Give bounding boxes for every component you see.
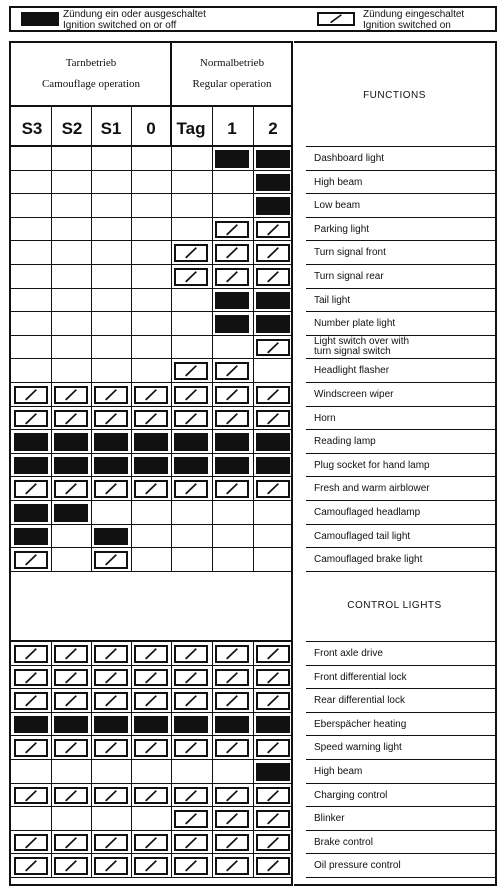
switch-symbol-icon xyxy=(14,669,48,687)
switch-symbol-icon xyxy=(256,857,290,875)
legend-box xyxy=(9,6,497,32)
position-s3: S3 xyxy=(21,119,43,138)
switch-symbol-icon xyxy=(54,645,88,663)
row-divider xyxy=(11,358,293,359)
switch-symbol-icon xyxy=(134,386,168,404)
switch-symbol-icon xyxy=(54,857,88,875)
column-divider xyxy=(171,147,172,572)
filled-symbol-icon xyxy=(256,150,290,168)
switch-symbol-icon xyxy=(14,410,48,428)
switch-symbol-icon xyxy=(94,834,128,852)
row-divider xyxy=(306,688,495,689)
switch-symbol-icon xyxy=(256,834,290,852)
row-divider xyxy=(306,571,495,572)
switch-symbol-icon xyxy=(54,410,88,428)
filled-symbol-icon xyxy=(134,716,168,734)
filled-symbol-icon xyxy=(134,457,168,475)
switch-symbol-icon xyxy=(134,645,168,663)
filled-symbol-icon xyxy=(215,457,249,475)
function-label: High beam xyxy=(314,766,363,777)
column-divider xyxy=(91,642,92,878)
switch-symbol-icon xyxy=(14,551,48,569)
position-tag: Tag xyxy=(176,119,206,138)
position-2: 2 xyxy=(268,119,278,138)
position-1: 1 xyxy=(227,119,237,138)
camouflage-header-en: Camouflage operation xyxy=(41,78,141,90)
filled-symbol-icon xyxy=(54,716,88,734)
switch-symbol-icon xyxy=(256,410,290,428)
row-divider xyxy=(11,830,293,831)
switch-symbol-icon xyxy=(14,480,48,498)
functions-title: FUNCTIONS xyxy=(363,90,426,101)
filled-symbol-icon xyxy=(14,716,48,734)
column-divider xyxy=(253,642,254,878)
column-divider xyxy=(91,105,92,147)
function-label: Camouflaged tail light xyxy=(314,530,411,542)
filled-symbol-icon xyxy=(174,433,208,451)
row-divider xyxy=(306,476,495,477)
switch-symbol-icon xyxy=(54,386,88,404)
filled-symbol-icon xyxy=(94,716,128,734)
position-s2: S2 xyxy=(61,119,83,138)
switch-symbol-icon xyxy=(174,362,208,380)
row-divider xyxy=(11,783,293,784)
switch-symbol-icon xyxy=(256,810,290,828)
switch-symbol-icon xyxy=(174,692,208,710)
filled-symbol-icon xyxy=(256,315,290,333)
row-divider xyxy=(306,853,495,854)
regular-header-en: Regular operation xyxy=(192,78,272,90)
filled-symbol-icon xyxy=(54,433,88,451)
switch-symbol-icon xyxy=(14,787,48,805)
filled-symbol-icon xyxy=(215,150,249,168)
column-divider xyxy=(51,642,52,878)
row-divider xyxy=(306,830,495,831)
filled-symbol-icon xyxy=(174,457,208,475)
switch-symbol-icon xyxy=(54,480,88,498)
filled-symbol-icon xyxy=(215,716,249,734)
legend-filled-text xyxy=(63,9,206,31)
switch-symbol-icon xyxy=(54,692,88,710)
switch-symbol-icon xyxy=(256,386,290,404)
filled-symbol-icon xyxy=(215,315,249,333)
switch-symbol-icon xyxy=(215,362,249,380)
row-divider xyxy=(306,193,495,194)
row-divider xyxy=(11,311,293,312)
switch-symbol-icon xyxy=(215,268,249,286)
regular-header-de: Normalbetrieb xyxy=(199,57,265,69)
row-divider xyxy=(11,335,293,336)
function-label: Turn signal rear xyxy=(314,271,384,282)
row-divider xyxy=(11,240,293,241)
switch-symbol-icon xyxy=(94,669,128,687)
switch-symbol-icon xyxy=(14,739,48,757)
row-divider xyxy=(11,170,293,171)
function-label: Parking light xyxy=(314,223,370,235)
column-divider xyxy=(212,642,213,878)
switch-symbol-icon xyxy=(215,669,249,687)
switch-symbol-icon xyxy=(256,739,290,757)
row-divider xyxy=(306,429,495,430)
filled-symbol-icon xyxy=(174,716,208,734)
row-divider xyxy=(306,806,495,807)
switch-symbol-icon xyxy=(94,410,128,428)
row-divider xyxy=(11,193,293,194)
function-label: Headlight flasher xyxy=(314,365,390,377)
filled-symbol-icon xyxy=(54,457,88,475)
switch-symbol-icon xyxy=(174,268,208,286)
row-divider xyxy=(306,240,495,241)
control-lights-title: CONTROL LIGHTS xyxy=(347,600,442,611)
switch-symbol-icon xyxy=(215,386,249,404)
function-label: Camouflaged headlamp xyxy=(314,507,421,518)
filled-symbol-icon xyxy=(14,457,48,475)
switch-symbol-icon xyxy=(54,739,88,757)
switch-symbol-icon xyxy=(215,221,249,239)
row-divider xyxy=(11,547,293,548)
column-divider xyxy=(51,147,52,572)
section-divider xyxy=(11,640,293,642)
switch-symbol-icon xyxy=(256,645,290,663)
switch-symbol-icon xyxy=(174,810,208,828)
function-label: Eberspächer heating xyxy=(314,718,407,730)
switch-symbol-icon xyxy=(215,480,249,498)
functions-column xyxy=(294,41,497,886)
filled-symbol-icon xyxy=(94,528,128,546)
switch-symbol-icon xyxy=(174,857,208,875)
column-divider xyxy=(51,105,52,147)
column-divider xyxy=(91,147,92,572)
function-label: Blinker xyxy=(314,813,345,825)
row-divider xyxy=(11,429,293,430)
switch-symbol-icon xyxy=(174,645,208,663)
switch-symbol-icon xyxy=(14,692,48,710)
switch-symbol-icon xyxy=(94,692,128,710)
row-divider xyxy=(11,688,293,689)
switch-symbol-icon xyxy=(94,480,128,498)
function-label: Light switch over with turn signal switch xyxy=(314,335,410,357)
header-divider xyxy=(11,105,293,107)
row-divider xyxy=(11,712,293,713)
row-divider xyxy=(306,735,495,736)
row-divider xyxy=(11,476,293,477)
row-divider xyxy=(306,759,495,760)
function-label: Front differential lock xyxy=(314,671,407,683)
row-divider xyxy=(306,877,495,878)
row-divider xyxy=(11,665,293,666)
switch-symbol-icon xyxy=(317,12,355,26)
function-label: Fresh and warm airblower xyxy=(314,483,430,495)
row-divider xyxy=(306,311,495,312)
switch-symbol-icon xyxy=(14,834,48,852)
row-divider xyxy=(306,288,495,289)
filled-symbol-icon xyxy=(14,528,48,546)
switch-symbol-icon xyxy=(256,268,290,286)
function-label: Plug socket for hand lamp xyxy=(314,459,430,471)
switch-symbol-icon xyxy=(215,834,249,852)
filled-symbol-icon xyxy=(215,433,249,451)
switch-symbol-icon xyxy=(256,669,290,687)
row-divider xyxy=(11,524,293,525)
switch-position-grid xyxy=(9,41,293,886)
row-divider xyxy=(306,358,495,359)
row-divider xyxy=(11,453,293,454)
filled-symbol-icon xyxy=(94,457,128,475)
switch-symbol-icon xyxy=(215,692,249,710)
row-divider xyxy=(11,500,293,501)
switch-symbol-icon xyxy=(256,244,290,262)
row-divider xyxy=(306,665,495,666)
switch-symbol-icon xyxy=(215,244,249,262)
function-label: Camouflaged brake light xyxy=(314,554,423,566)
column-divider xyxy=(171,105,172,147)
switch-symbol-icon xyxy=(134,410,168,428)
filled-symbol-icon xyxy=(21,12,59,26)
function-label: Speed warning light xyxy=(314,742,402,754)
switch-symbol-icon xyxy=(54,669,88,687)
legend-switch-en: Ignition switched on xyxy=(363,20,451,31)
column-divider xyxy=(253,105,254,147)
row-divider xyxy=(306,170,495,171)
switch-symbol-icon xyxy=(215,645,249,663)
filled-symbol-icon xyxy=(256,763,290,781)
row-divider xyxy=(11,735,293,736)
switch-symbol-icon xyxy=(174,834,208,852)
filled-symbol-icon xyxy=(94,433,128,451)
column-divider xyxy=(131,642,132,878)
switch-symbol-icon xyxy=(174,244,208,262)
function-label: Dashboard light xyxy=(314,153,385,164)
row-divider xyxy=(11,217,293,218)
row-divider xyxy=(306,217,495,218)
filled-symbol-icon xyxy=(256,716,290,734)
switch-symbol-icon xyxy=(54,787,88,805)
function-label: Horn xyxy=(314,412,336,424)
switch-symbol-icon xyxy=(134,669,168,687)
filled-symbol-icon xyxy=(256,174,290,192)
switch-symbol-icon xyxy=(174,480,208,498)
switch-symbol-icon xyxy=(256,787,290,805)
row-divider xyxy=(306,641,495,642)
switch-symbol-icon xyxy=(94,551,128,569)
filled-symbol-icon xyxy=(134,433,168,451)
switch-symbol-icon xyxy=(215,410,249,428)
position-s1: S1 xyxy=(100,119,122,138)
filled-symbol-icon xyxy=(14,504,48,522)
switch-symbol-icon xyxy=(256,692,290,710)
function-label: Reading lamp xyxy=(314,436,376,448)
switch-symbol-icon xyxy=(54,834,88,852)
legend-filled-de: Zündung ein oder ausgeschaltet xyxy=(63,9,206,20)
function-label: Turn signal front xyxy=(314,247,386,259)
switch-symbol-icon xyxy=(134,857,168,875)
row-divider xyxy=(306,524,495,525)
switch-symbol-icon xyxy=(256,339,290,357)
camouflage-header-de: Tarnbetrieb xyxy=(65,57,117,69)
switch-symbol-icon xyxy=(134,739,168,757)
legend-filled-en: Ignition switched on or off xyxy=(63,20,177,31)
header-divider xyxy=(11,145,293,147)
switch-symbol-icon xyxy=(215,810,249,828)
function-label: Tail light xyxy=(314,294,351,306)
function-label: Charging control xyxy=(314,789,388,801)
switch-symbol-icon xyxy=(215,739,249,757)
row-divider xyxy=(306,547,495,548)
switch-symbol-icon xyxy=(215,787,249,805)
function-label: Front axle drive xyxy=(314,648,383,659)
function-label: Rear differential lock xyxy=(314,695,405,707)
function-label: Number plate light xyxy=(314,318,396,330)
switch-symbol-icon xyxy=(134,692,168,710)
switch-symbol-icon xyxy=(134,834,168,852)
row-divider xyxy=(11,406,293,407)
position-0: 0 xyxy=(146,119,156,138)
function-label: Brake control xyxy=(314,836,373,848)
row-divider xyxy=(11,571,293,572)
switch-symbol-icon xyxy=(14,386,48,404)
switch-symbol-icon xyxy=(14,857,48,875)
row-divider xyxy=(11,759,293,760)
filled-symbol-icon xyxy=(256,197,290,215)
row-divider xyxy=(11,382,293,383)
switch-symbol-icon xyxy=(256,221,290,239)
switch-symbol-icon xyxy=(94,857,128,875)
function-label: Windscreen wiper xyxy=(314,389,394,400)
switch-symbol-icon xyxy=(215,857,249,875)
switch-symbol-icon xyxy=(14,645,48,663)
switch-symbol-icon xyxy=(94,787,128,805)
switch-symbol-icon xyxy=(174,787,208,805)
switch-symbol-icon xyxy=(174,386,208,404)
switch-symbol-icon xyxy=(134,480,168,498)
row-divider xyxy=(11,264,293,265)
column-divider xyxy=(171,642,172,878)
row-divider xyxy=(306,406,495,407)
function-label: High beam xyxy=(314,176,363,188)
column-divider xyxy=(212,105,213,147)
legend-switch-text xyxy=(363,9,464,31)
switch-symbol-icon xyxy=(174,669,208,687)
filled-symbol-icon xyxy=(215,292,249,310)
legend-switch-de: Zündung eingeschaltet xyxy=(363,9,465,20)
column-divider xyxy=(131,147,132,572)
function-label: Oil pressure control xyxy=(314,860,401,872)
filled-symbol-icon xyxy=(256,457,290,475)
function-label: Low beam xyxy=(314,200,361,212)
switch-symbol-icon xyxy=(174,739,208,757)
row-divider xyxy=(11,853,293,854)
column-divider xyxy=(253,147,254,572)
filled-symbol-icon xyxy=(256,292,290,310)
switch-symbol-icon xyxy=(94,645,128,663)
row-divider xyxy=(306,453,495,454)
row-divider xyxy=(11,877,293,878)
switch-symbol-icon xyxy=(134,787,168,805)
row-divider xyxy=(306,264,495,265)
row-divider xyxy=(306,783,495,784)
row-divider xyxy=(11,288,293,289)
row-divider xyxy=(11,806,293,807)
switch-symbol-icon xyxy=(256,480,290,498)
row-divider xyxy=(306,146,495,147)
column-divider xyxy=(131,105,132,147)
row-divider xyxy=(306,500,495,501)
filled-symbol-icon xyxy=(14,433,48,451)
column-divider xyxy=(212,147,213,572)
switch-symbol-icon xyxy=(94,386,128,404)
switch-symbol-icon xyxy=(94,739,128,757)
filled-symbol-icon xyxy=(54,504,88,522)
switch-symbol-icon xyxy=(174,410,208,428)
row-divider xyxy=(306,712,495,713)
filled-symbol-icon xyxy=(256,433,290,451)
row-divider xyxy=(306,382,495,383)
